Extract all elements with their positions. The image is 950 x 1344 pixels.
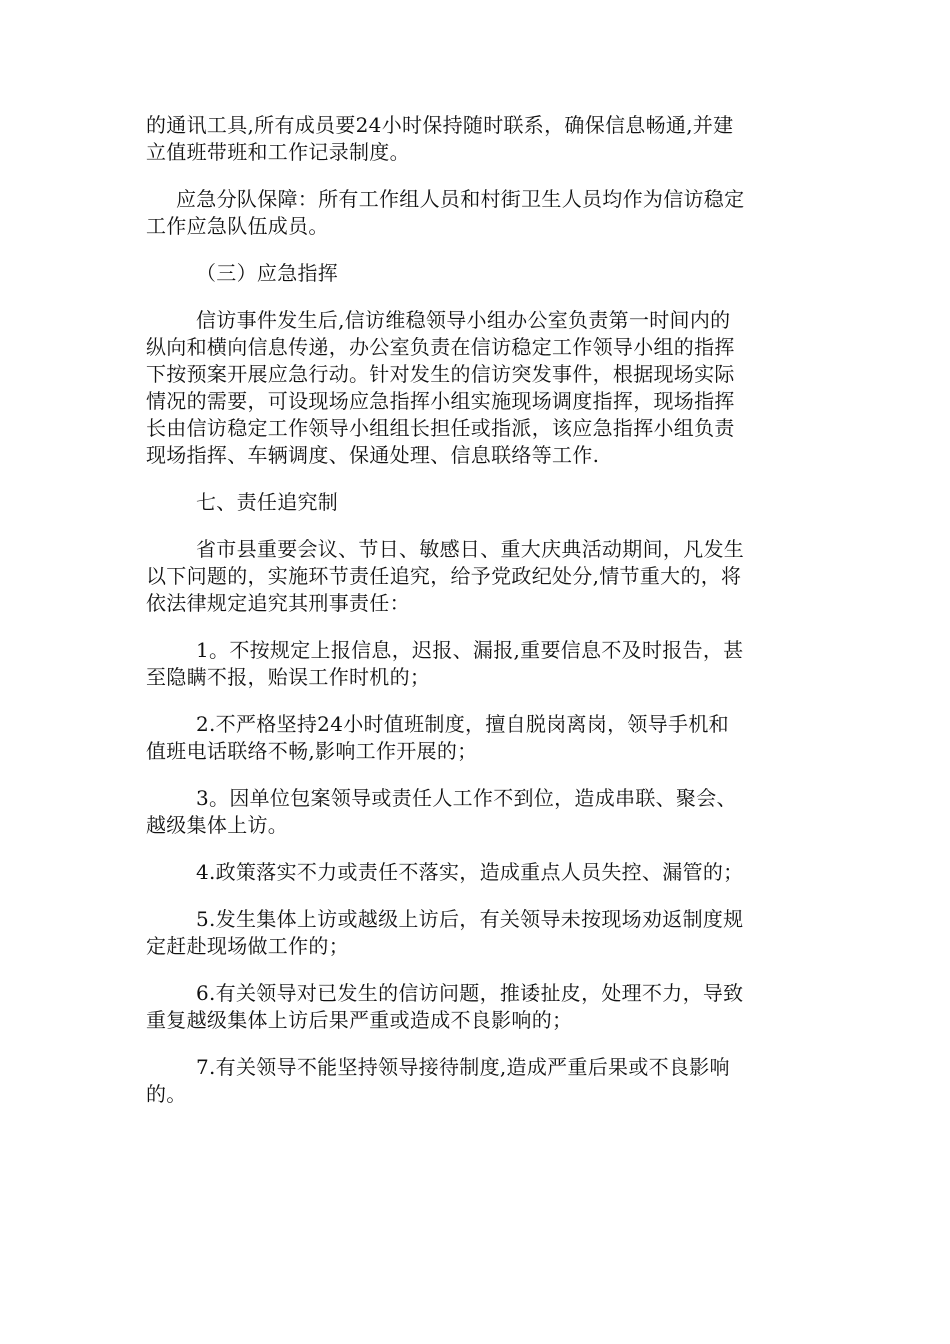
text-line: 工作应急队伍成员。 — [146, 214, 329, 238]
text-line: 1。不按规定上报信息，迟报、漏报,重要信息不及时报告，甚 — [196, 638, 744, 662]
text-line: 省市县重要会议、节日、敏感日、重大庆典活动期间，凡发生 — [196, 537, 745, 561]
text-line: 6.有关领导对已发生的信访问题，推诿扯皮，处理不力，导致 — [196, 981, 744, 1005]
text-line: 定赶赴现场做工作的； — [146, 934, 349, 958]
text-line: 纵向和横向信息传递，办公室负责在信访稳定工作领导小组的指挥 — [146, 335, 735, 359]
text-line: 5.发生集体上访或越级上访后，有关领导未按现场劝返制度规 — [196, 907, 744, 931]
list-item-5 — [146, 906, 806, 960]
text-line: 的。 — [146, 1082, 187, 1106]
text-line: 3。因单位包案领导或责任人工作不到位，造成串联、聚会、 — [196, 786, 737, 810]
text-line: 依法律规定追究其刑事责任： — [146, 591, 410, 615]
text-line: 长由信访稳定工作领导小组组长担任或指派，该应急指挥小组负责 — [146, 416, 735, 440]
text-line: 4.政策落实不力或责任不落实，造成重点人员失控、漏管的； — [196, 860, 744, 884]
text-line: 2.不严格坚持24小时值班制度，擅自脱岗离岗，领导手机和 — [196, 712, 729, 736]
text-line: 7.有关领导不能坚持领导接待制度,造成严重后果或不良影响 — [196, 1055, 730, 1079]
text-line: 的通讯工具,所有成员要24小时保持随时联系，确保信息畅通,并建 — [146, 113, 734, 137]
paragraph-accountability-intro — [146, 536, 806, 617]
text-line: 越级集体上访。 — [146, 813, 289, 837]
list-item-4 — [146, 859, 806, 886]
text-line: 应急分队保障：所有工作组人员和村街卫生人员均作为信访稳定 — [176, 187, 745, 211]
text-line: 重复越级集体上访后果严重或造成不良影响的； — [146, 1008, 573, 1032]
paragraph-emergency-command — [146, 307, 806, 469]
paragraph-emergency-team — [146, 186, 806, 240]
text-line: 信访事件发生后,信访维稳领导小组办公室负责第一时间内的 — [196, 308, 731, 332]
paragraph-communication — [146, 112, 806, 166]
list-item-6 — [146, 980, 806, 1034]
list-item-3 — [146, 785, 806, 839]
list-item-2 — [146, 711, 806, 765]
text-line: 下按预案开展应急行动。针对发生的信访突发事件，根据现场实际 — [146, 362, 735, 386]
text-line: 现场指挥、车辆调度、保通处理、信息联络等工作. — [146, 443, 600, 467]
section-heading-accountability: 七、责任追究制 — [196, 490, 339, 514]
text-line: 情况的需要，可设现场应急指挥小组实施现场调度指挥，现场指挥 — [146, 389, 735, 413]
text-line: 值班电话联络不畅,影响工作开展的； — [146, 739, 478, 763]
text-line: 以下问题的，实施环节责任追究，给予党政纪处分,情节重大的，将 — [146, 564, 742, 588]
text-line: 立值班带班和工作记录制度。 — [146, 140, 410, 164]
document-body — [146, 112, 806, 1128]
list-item-7 — [146, 1054, 806, 1108]
text-line: 至隐瞒不报，贻误工作时机的； — [146, 665, 431, 689]
section-heading-emergency-command: （三）应急指挥 — [196, 261, 339, 285]
list-item-1 — [146, 637, 806, 691]
